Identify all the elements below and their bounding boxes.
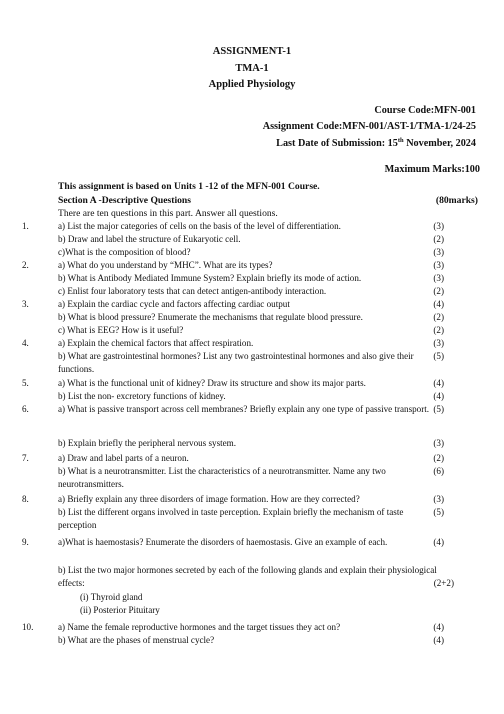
question-part: c) Enlist four laboratory tests that can detect antigen-antibody interaction. bbox=[58, 286, 327, 296]
question-marks: (2) bbox=[433, 453, 444, 463]
question-part: b) List the non- excretory functions of kidney. bbox=[58, 391, 226, 401]
question-part: b) List the two major hormones secreted by each of the following glands and explain their physiological effects: bbox=[58, 565, 437, 588]
question-part: b) What are the phases of menstrual cycle? bbox=[58, 635, 215, 645]
section-marks: (80marks) bbox=[435, 195, 478, 206]
course-basis-note: This assignment is based on Units 1 -12 of the MFN-001 Course. bbox=[58, 181, 320, 192]
subject-title: Applied Physiology bbox=[208, 79, 296, 90]
question-part: a) Name the female reproductive hormones and the target tissues they act on? bbox=[58, 622, 341, 632]
question-part: a) What is passive transport across cell membranes? Briefly explain any one type of passive transport. bbox=[58, 404, 430, 414]
question-number: 3. bbox=[22, 299, 29, 309]
question-marks: (5) bbox=[433, 404, 444, 414]
question-part: b) Explain briefly the peripheral nervous system. bbox=[58, 438, 237, 448]
question-part: b) What are gastrointestinal hormones? List any two gastrointestinal hormones and also give their functions. bbox=[58, 351, 414, 374]
question-part: b) What is blood pressure? Enumerate the mechanisms that regulate blood pressure. bbox=[58, 312, 363, 322]
question-part: a) Briefly explain any three disorders of image formation. How are they corrected? bbox=[58, 494, 360, 504]
section-title: Section A -Descriptive Questions bbox=[58, 195, 191, 206]
question-marks: (5) bbox=[433, 507, 444, 517]
question-part: b) Draw and label the structure of Eukaryotic cell. bbox=[58, 234, 241, 244]
question-marks: (2) bbox=[433, 312, 444, 322]
question-marks: (3) bbox=[433, 438, 444, 448]
question-number: 6. bbox=[22, 404, 29, 414]
submission-prefix: Last Date of Submission: 15 bbox=[276, 138, 398, 149]
question-number: 8. bbox=[22, 494, 29, 504]
question-marks: (4) bbox=[433, 391, 444, 401]
maximum-marks: Maximum Marks:100 bbox=[384, 164, 480, 175]
submission-suffix: November, 2024 bbox=[403, 138, 476, 149]
question-marks: (6) bbox=[433, 466, 444, 476]
question-number: 4. bbox=[22, 338, 29, 348]
question-marks: (4) bbox=[433, 299, 444, 309]
sub-item-pituitary: (ii) Posterior Pituitary bbox=[80, 605, 160, 615]
question-number: 10. bbox=[22, 622, 34, 632]
tma-title: TMA-1 bbox=[235, 63, 269, 74]
question-marks: (3) bbox=[433, 221, 444, 231]
question-marks: (4) bbox=[433, 537, 444, 547]
question-marks: (3) bbox=[433, 247, 444, 257]
question-marks: (3) bbox=[433, 273, 444, 283]
question-part: a) List the major categories of cells on the basis of the level of differentiation. bbox=[58, 221, 341, 231]
question-part: c)What is the composition of blood? bbox=[58, 247, 191, 257]
question-marks: (2) bbox=[433, 325, 444, 335]
question-part: a) Draw and label parts of a neuron. bbox=[58, 453, 189, 463]
submission-date bbox=[276, 138, 476, 149]
question-marks: (3) bbox=[433, 260, 444, 270]
question-marks: (2) bbox=[433, 286, 444, 296]
question-part: a) Explain the cardiac cycle and factors affecting cardiac output bbox=[58, 299, 290, 309]
submission-sup: th bbox=[397, 137, 404, 144]
question-marks: (4) bbox=[433, 378, 444, 388]
question-part: b) List the different organs involved in taste perception. Explain briefly the mechanism of taste perception bbox=[58, 507, 404, 530]
question-number: 5. bbox=[22, 378, 29, 388]
instructions: There are ten questions in this part. Answer all questions. bbox=[58, 208, 278, 219]
question-number: 9. bbox=[22, 537, 29, 547]
question-marks: (2) bbox=[433, 234, 444, 244]
question-part: b) What is a neurotransmitter. List the characteristics of a neurotransmitter. Name any two neurotransmitters. bbox=[58, 466, 386, 489]
question-marks: (3) bbox=[433, 338, 444, 348]
question-number: 7. bbox=[22, 453, 29, 463]
question-part: a) What is the functional unit of kidney? Draw its structure and show its major parts. bbox=[58, 378, 366, 388]
question-part: a) What do you understand by “MHC”. What are its types? bbox=[58, 260, 273, 270]
question-marks: (3) bbox=[433, 494, 444, 504]
question-part: a)What is haemostasis? Enumerate the disorders of haemostasis. Give an example of each. bbox=[58, 537, 388, 547]
sub-item-thyroid: (i) Thyroid gland bbox=[80, 592, 143, 602]
assignment-title: ASSIGNMENT-1 bbox=[212, 46, 292, 57]
question-marks: (4) bbox=[433, 622, 444, 632]
question-number: 1. bbox=[22, 221, 29, 231]
question-marks: (5) bbox=[433, 351, 444, 361]
question-part: a) Explain the chemical factors that affect respiration. bbox=[58, 338, 254, 348]
question-part: c) What is EEG? How is it useful? bbox=[58, 325, 184, 335]
course-code: Course Code:MFN-001 bbox=[374, 105, 476, 116]
assignment-code: Assignment Code:MFN-001/AST-1/TMA-1/24-25 bbox=[262, 121, 476, 132]
question-marks: (4) bbox=[433, 635, 444, 645]
question-marks: (2+2) bbox=[433, 578, 454, 588]
question-number: 2. bbox=[22, 260, 29, 270]
question-part: b) What is Antibody Mediated Immune System? Explain briefly its mode of action. bbox=[58, 273, 362, 283]
